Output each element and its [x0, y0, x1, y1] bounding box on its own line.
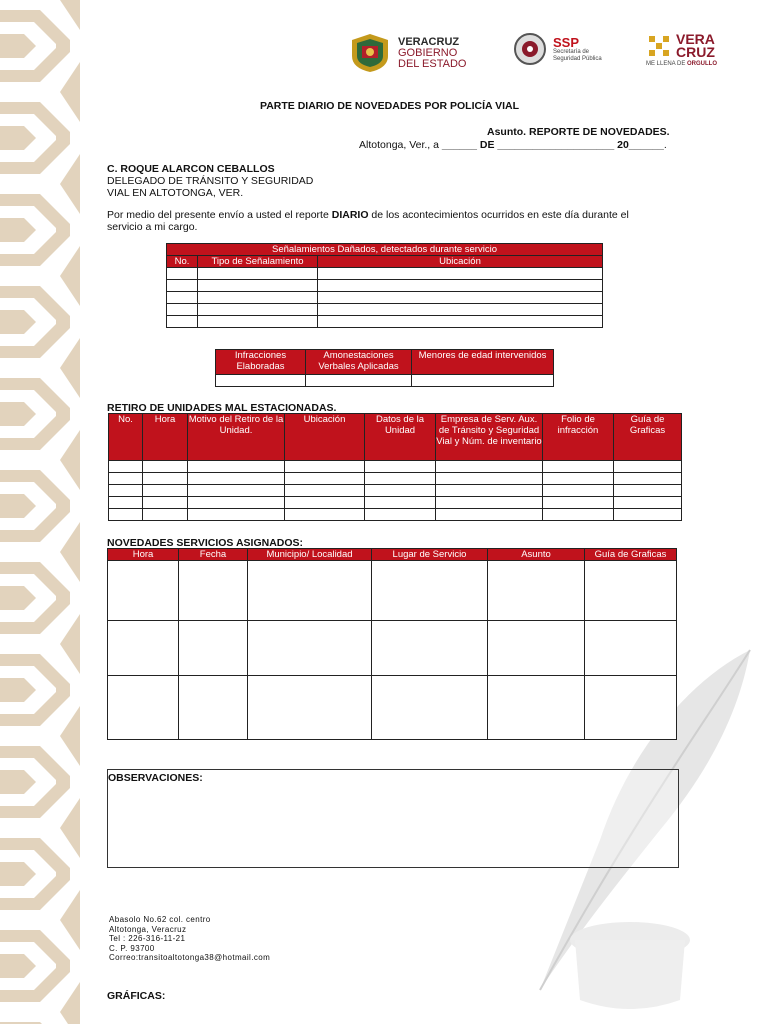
logo-veracruz-title: VERACRUZ: [398, 35, 460, 48]
table-cell[interactable]: [109, 509, 143, 521]
table-cell[interactable]: [167, 280, 198, 292]
brand-vera: VERA: [676, 31, 715, 47]
table-cell[interactable]: [436, 461, 543, 473]
table-row: [109, 509, 682, 521]
observaciones-label: OBSERVACIONES:: [108, 772, 203, 784]
brand-tagline-prefix: ME LLENA DE: [646, 61, 688, 67]
table-cell[interactable]: [372, 561, 488, 621]
addressee-line1: DELEGADO DE TRÁNSITO Y SEGURIDAD: [107, 175, 314, 187]
table-cell[interactable]: [488, 561, 585, 621]
table-cell[interactable]: [108, 561, 179, 621]
graficas-label: GRÁFICAS:: [107, 990, 166, 1002]
table-cell[interactable]: [614, 473, 682, 485]
retiro-section-title: RETIRO DE UNIDADES MAL ESTACIONADAS.: [107, 402, 337, 414]
table-cell[interactable]: [318, 268, 603, 280]
damaged-signs-table: [166, 243, 603, 328]
addressee-line2: VIAL EN ALTOTONGA, VER.: [107, 187, 244, 199]
table-cell[interactable]: [167, 304, 198, 316]
novedades-header-fecha: Fecha: [179, 549, 248, 561]
table-cell[interactable]: [585, 621, 677, 676]
footer-postal-code: C. P. 93700: [109, 943, 155, 953]
table-row: [167, 292, 603, 304]
table-cell[interactable]: [372, 621, 488, 676]
retiro-header-motivo: Motivo del Retiro de la Unidad.: [188, 414, 285, 461]
footer-street: Abasolo No.62 col. centro: [109, 915, 211, 924]
table-cell[interactable]: [198, 280, 318, 292]
table-cell[interactable]: [436, 485, 543, 497]
table-cell[interactable]: [188, 509, 285, 521]
table-cell[interactable]: [167, 292, 198, 304]
table-row: [167, 280, 603, 292]
table-row: [108, 676, 677, 740]
table-cell[interactable]: [436, 497, 543, 509]
table-cell[interactable]: [285, 497, 365, 509]
decorative-border-pattern: [0, 0, 80, 1024]
retiro-header-no: No.: [109, 414, 143, 461]
ssp-line1: Secretaría de: [553, 48, 590, 55]
ssp-logo: [512, 32, 602, 66]
table-cell[interactable]: [143, 485, 188, 497]
table-row: [167, 316, 603, 328]
table-cell[interactable]: [436, 509, 543, 521]
table-cell[interactable]: [543, 473, 614, 485]
footer-phone: Tel : 226-316-11-21: [109, 934, 186, 944]
damaged-header-no: No.: [167, 256, 198, 268]
table-row: [108, 561, 677, 621]
table-cell[interactable]: [306, 375, 412, 387]
table-cell[interactable]: [143, 473, 188, 485]
table-cell[interactable]: [248, 621, 372, 676]
table-cell[interactable]: [143, 461, 188, 473]
table-cell[interactable]: [614, 485, 682, 497]
table-cell[interactable]: [188, 485, 285, 497]
novedades-header-asunto: Asunto: [488, 549, 585, 561]
table-cell[interactable]: [365, 461, 436, 473]
table-cell[interactable]: [109, 473, 143, 485]
table-cell[interactable]: [198, 316, 318, 328]
asunto-line: Asunto. REPORTE DE NOVEDADES.: [487, 126, 670, 138]
table-cell[interactable]: [412, 375, 554, 387]
table-cell[interactable]: [365, 509, 436, 521]
table-cell[interactable]: [285, 473, 365, 485]
table-cell[interactable]: [543, 461, 614, 473]
table-row: [216, 375, 554, 387]
footer-city: Altotonga, Veracruz: [109, 924, 187, 934]
table-cell[interactable]: [179, 676, 248, 740]
intro-after: de los acontecimientos ocurridos en este día durante el servicio a mi cargo.: [107, 209, 629, 233]
table-cell[interactable]: [488, 676, 585, 740]
intro-before: Por medio del presente envío a usted el reporte: [107, 209, 332, 221]
novedades-header-lugar: Lugar de Servicio: [372, 549, 488, 561]
table-cell[interactable]: [188, 497, 285, 509]
table-cell[interactable]: [365, 485, 436, 497]
infractions-header-amonestaciones: Amonestaciones Verbales Aplicadas: [306, 350, 412, 375]
coat-of-arms-icon: [348, 32, 392, 74]
novedades-header-guia: Guía de Graficas: [585, 549, 677, 561]
table-cell[interactable]: [285, 509, 365, 521]
date-de: DE: [479, 139, 495, 151]
table-row: [109, 473, 682, 485]
table-cell[interactable]: [109, 485, 143, 497]
ssp-shield-icon: [512, 32, 548, 66]
retiro-header-folio: Folio de infracción: [543, 414, 614, 461]
table-cell[interactable]: [188, 461, 285, 473]
table-cell[interactable]: [318, 292, 603, 304]
date-blank-month: ____________________: [497, 139, 615, 151]
table-cell[interactable]: [198, 304, 318, 316]
brand-flower-icon: [646, 33, 672, 59]
date-year-prefix: 20: [617, 139, 629, 151]
table-cell[interactable]: [143, 497, 188, 509]
retiro-header-empresa: Empresa de Serv. Aux. de Tránsito y Seguridad Vial y Núm. de inventario: [436, 414, 543, 461]
table-cell[interactable]: [488, 621, 585, 676]
table-cell[interactable]: [318, 280, 603, 292]
novedades-section-title: NOVEDADES SERVICIOS ASIGNADOS:: [107, 537, 304, 549]
novedades-table: [107, 548, 677, 740]
table-cell[interactable]: [179, 561, 248, 621]
address-footer: [109, 915, 270, 963]
table-cell[interactable]: [614, 497, 682, 509]
table-cell[interactable]: [109, 497, 143, 509]
table-cell[interactable]: [365, 497, 436, 509]
intro-bold: DIARIO: [331, 209, 369, 221]
damaged-signs-caption: Señalamientos Dañados, detectados durante servicio: [167, 244, 603, 256]
table-cell[interactable]: [167, 316, 198, 328]
date-blank-day: ______: [441, 139, 477, 151]
table-cell[interactable]: [614, 509, 682, 521]
retiro-table: [108, 413, 682, 521]
date-end: .: [663, 139, 667, 151]
table-row: [109, 461, 682, 473]
table-cell[interactable]: [143, 509, 188, 521]
observaciones-box[interactable]: [107, 769, 679, 868]
brand-tagline-bold: ORGULLO: [687, 61, 718, 67]
infractions-header-menores: Menores de edad intervenidos: [412, 350, 554, 375]
table-cell[interactable]: [167, 268, 198, 280]
table-cell[interactable]: [318, 304, 603, 316]
date-blank-year: ______: [628, 139, 664, 151]
table-cell[interactable]: [108, 676, 179, 740]
date-line: [359, 139, 667, 151]
table-row: [167, 304, 603, 316]
table-cell[interactable]: [543, 485, 614, 497]
table-cell[interactable]: [198, 292, 318, 304]
table-cell[interactable]: [543, 497, 614, 509]
damaged-header-ubicacion: Ubicación: [318, 256, 603, 268]
table-cell[interactable]: [318, 316, 603, 328]
table-cell[interactable]: [543, 509, 614, 521]
date-place: Altotonga, Ver., a: [359, 139, 439, 151]
table-cell[interactable]: [285, 461, 365, 473]
novedades-header-municipio: Municipio/ Localidad: [248, 549, 372, 561]
retiro-header-datos: Datos de la Unidad: [365, 414, 436, 461]
brand-cruz: CRUZ: [676, 44, 715, 60]
table-cell[interactable]: [585, 676, 677, 740]
table-cell[interactable]: [188, 473, 285, 485]
novedades-header-hora: Hora: [108, 549, 179, 561]
retiro-header-guia: Guía de Graficas: [614, 414, 682, 461]
table-cell[interactable]: [614, 461, 682, 473]
table-cell[interactable]: [108, 621, 179, 676]
logo-del-estado: DEL ESTADO: [398, 57, 467, 70]
table-cell[interactable]: [198, 268, 318, 280]
infractions-table: [215, 349, 554, 387]
table-cell[interactable]: [436, 473, 543, 485]
table-cell[interactable]: [179, 621, 248, 676]
table-cell[interactable]: [248, 561, 372, 621]
table-cell[interactable]: [248, 676, 372, 740]
table-cell[interactable]: [372, 676, 488, 740]
logo-gobierno: GOBIERNO: [398, 46, 458, 59]
veracruz-government-logo: [348, 32, 466, 74]
table-cell[interactable]: [109, 461, 143, 473]
brand-tagline: [646, 61, 717, 67]
veracruz-brand-logo: [646, 33, 717, 67]
table-row: [109, 485, 682, 497]
table-cell[interactable]: [285, 485, 365, 497]
table-row: [108, 621, 677, 676]
addressee-name: C. ROQUE ALARCON CEBALLOS: [107, 163, 275, 175]
table-cell[interactable]: [585, 561, 677, 621]
addressee-block: [107, 163, 313, 199]
ssp-line2: Seguridad Pública: [553, 55, 602, 62]
table-cell[interactable]: [216, 375, 306, 387]
table-row: [109, 497, 682, 509]
table-row: [167, 268, 603, 280]
footer-email: Correo:transitoaltotonga38@hotmail.com: [109, 953, 271, 963]
intro-paragraph: [107, 209, 667, 233]
document-title: PARTE DIARIO DE NOVEDADES POR POLICÍA VIAL: [260, 100, 520, 112]
infractions-header-elaboradas: Infracciones Elaboradas: [216, 350, 306, 375]
retiro-header-hora: Hora: [143, 414, 188, 461]
ssp-name: SSP: [553, 34, 580, 50]
table-cell[interactable]: [365, 473, 436, 485]
retiro-header-ubicacion: Ubicación: [285, 414, 365, 461]
damaged-header-tipo: Tipo de Señalamiento: [198, 256, 318, 268]
